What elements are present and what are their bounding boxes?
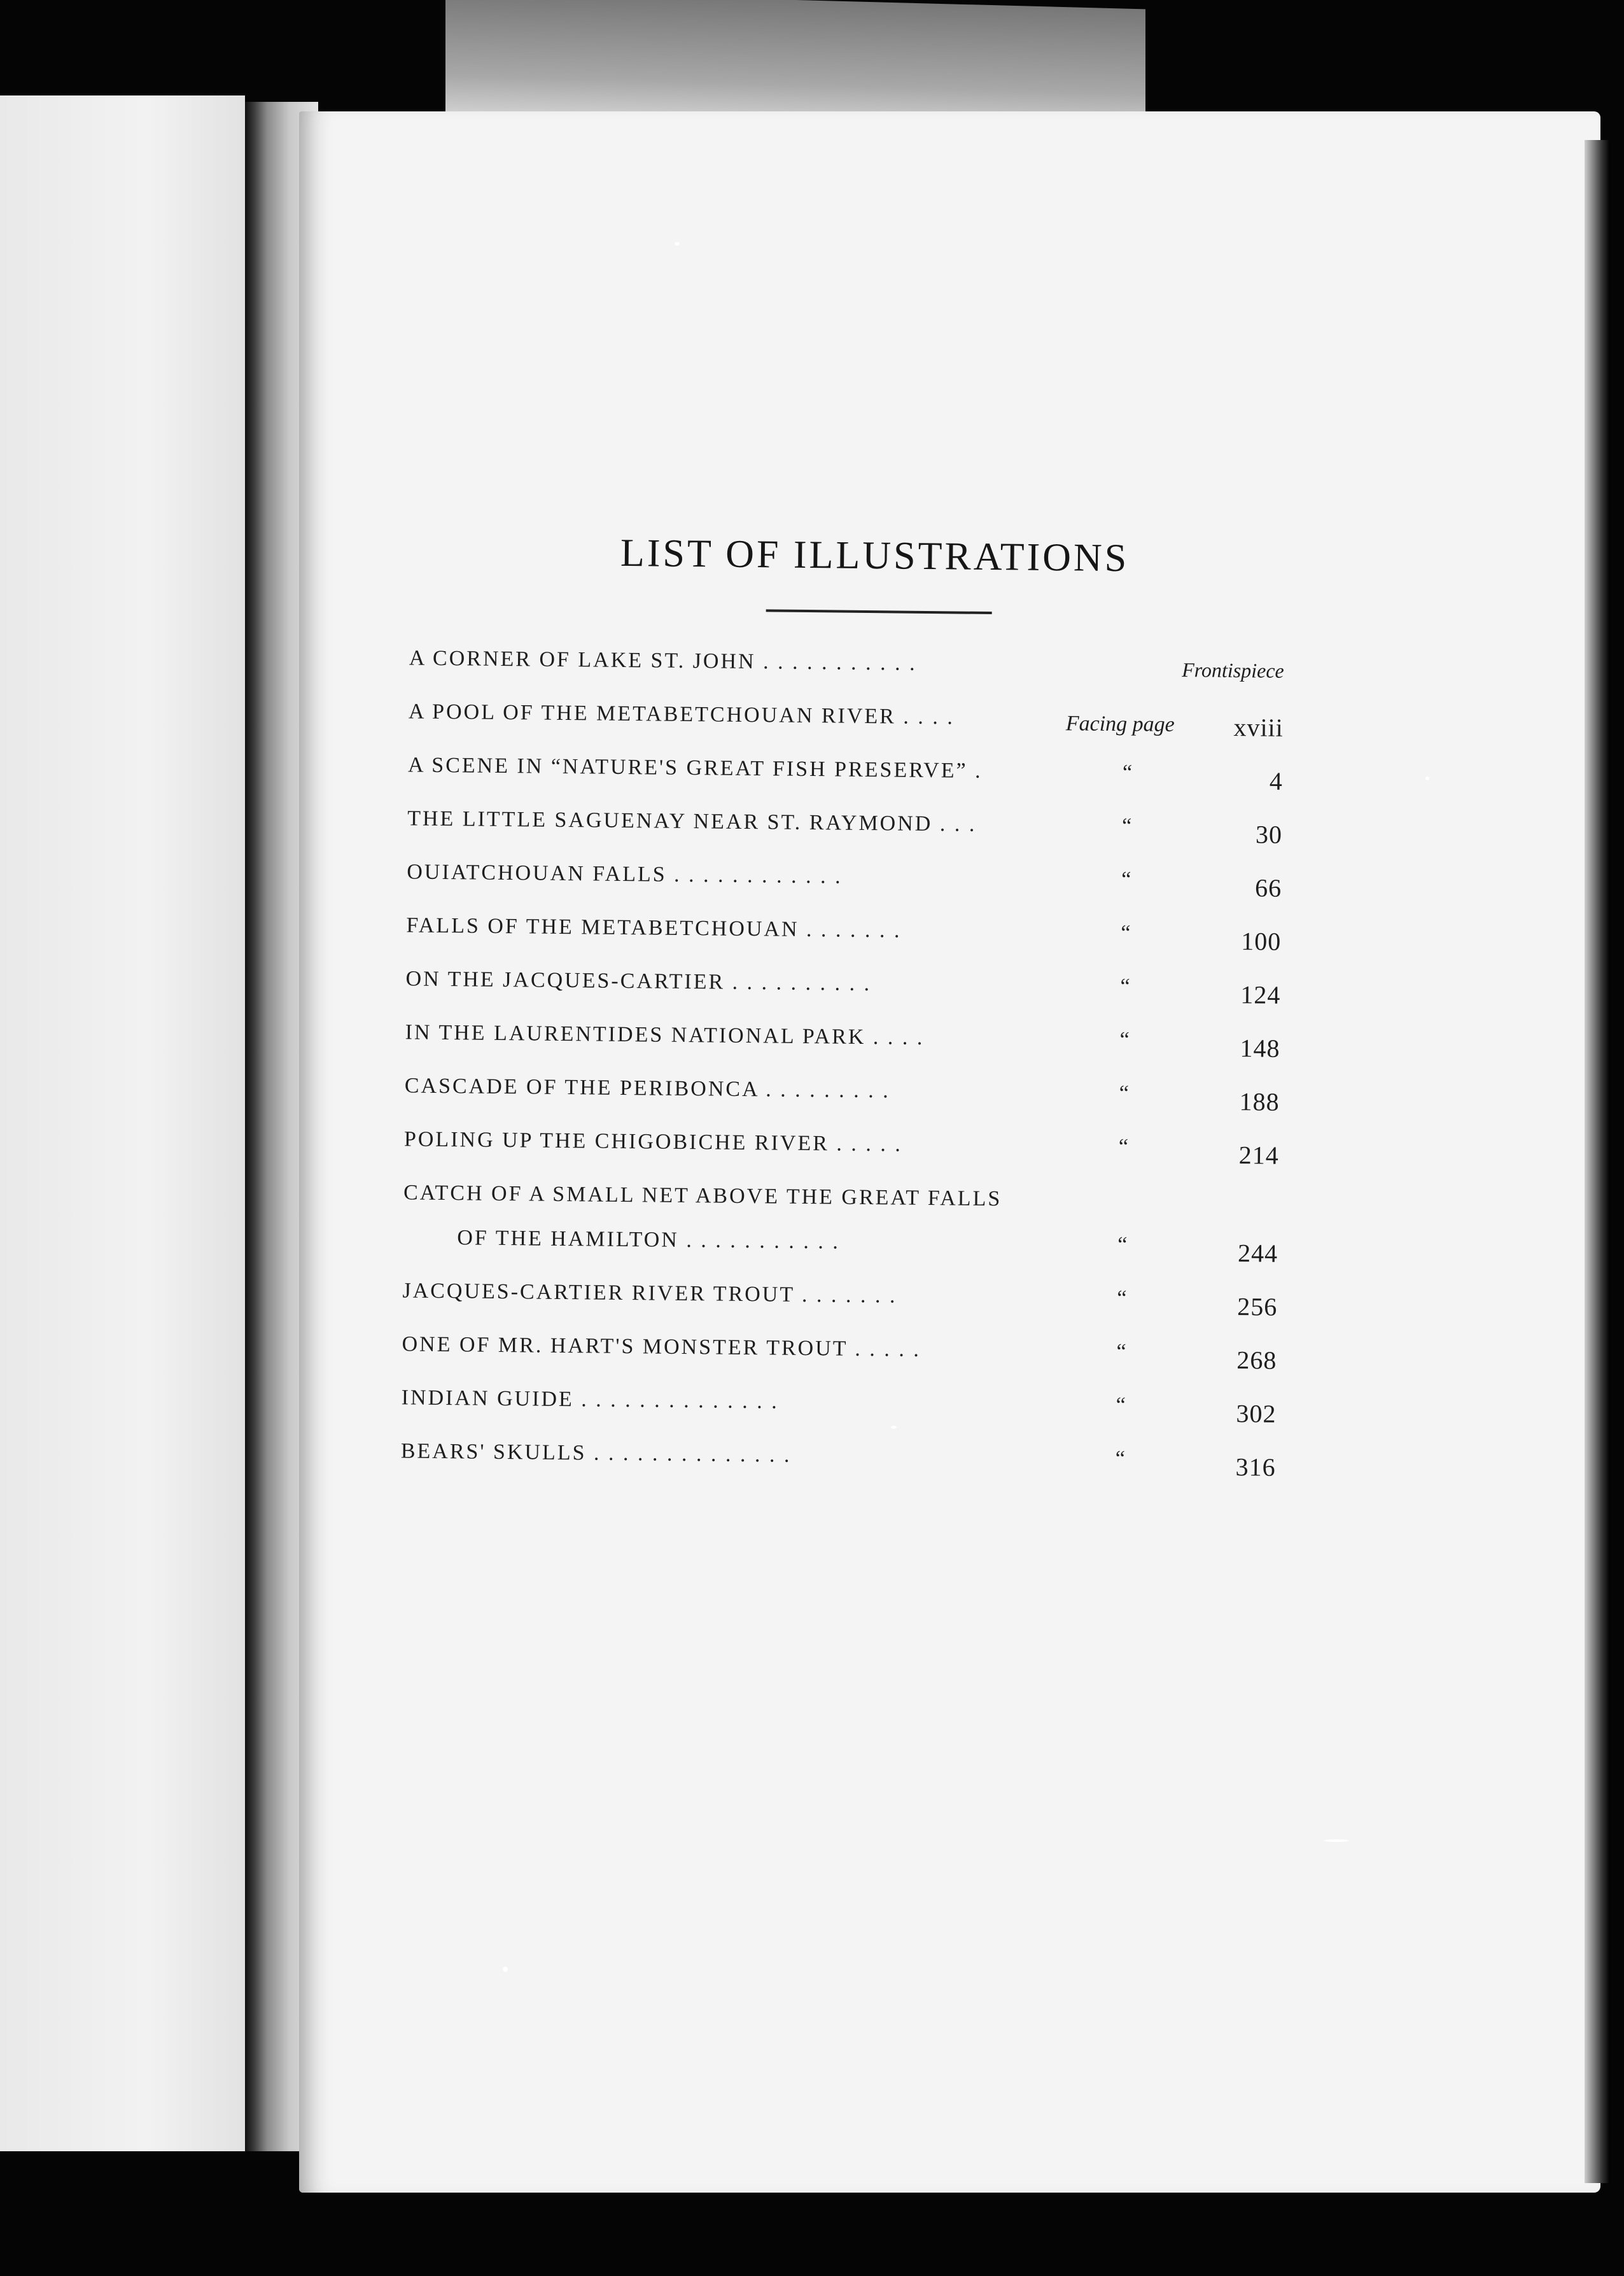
left-page [0,95,245,2151]
item-label: OF THE HAMILTON . . . . . . . . . . . [457,1226,841,1254]
item-page: 188 [1239,1087,1280,1116]
item-label: CATCH OF A SMALL NET ABOVE THE GREAT FALLS [403,1181,1002,1211]
ditto-mark: “ [1116,1340,1128,1364]
item-page: 316 [1235,1452,1276,1482]
ditto-mark: “ [1121,868,1133,892]
list-item [374,1225,1278,1288]
list-item [375,1127,1279,1190]
item-page: 256 [1237,1292,1278,1321]
item-page: 30 [1255,820,1283,849]
item-label: OUIATCHOUAN FALLS . . . . . . . . . . . . [407,860,843,889]
item-page: 268 [1236,1345,1277,1375]
scan-speck [891,1426,897,1429]
ditto-mark: “ [1119,1081,1131,1106]
list-item [380,646,1284,709]
list-item [372,1439,1276,1502]
item-page: 302 [1236,1399,1277,1428]
top-page-strip [445,0,1145,130]
item-label: ONE OF MR. HART'S MONSTER TROUT . . . . . [402,1332,921,1361]
item-page: 100 [1241,927,1282,956]
ditto-mark: “ [1119,1028,1131,1052]
list-item [374,1279,1278,1342]
ditto-mark: “ [1122,761,1135,785]
scan-speck [1425,776,1429,780]
ditto-mark: “ [1118,1135,1131,1159]
item-label: A CORNER OF LAKE ST. JOHN . . . . . . . . . . . [409,646,917,675]
item-page: 4 [1269,766,1284,796]
item-label: ON THE JACQUES-CARTIER . . . . . . . . . . [405,967,872,996]
illustrations-list [372,646,1284,1502]
item-page: 148 [1240,1034,1280,1063]
item-label: A POOL OF THE METABETCHOUAN RIVER . . . . [408,699,955,729]
page-title: LIST OF ILLUSTRATIONS [620,531,1130,580]
item-page: 124 [1240,980,1281,1009]
item-label: IN THE LAURENTIDES NATIONAL PARK . . . . [405,1020,925,1050]
list-item [377,913,1282,976]
illustrations-list-content [372,528,1285,1502]
item-label: A SCENE IN “NATURE'S GREAT FISH PRESERVE” . [407,753,983,783]
list-item [377,967,1281,1030]
page-edge-shadow [1585,140,1610,2183]
scan-speck [503,1967,508,1972]
list-item [372,1386,1277,1449]
title-rule [766,609,992,614]
list-item [379,753,1283,816]
item-page: 66 [1254,873,1282,903]
list-item [373,1332,1277,1395]
item-label: THE LITTLE SAGUENAY NEAR ST. RAYMOND . . . [407,806,977,836]
item-label: JACQUES-CARTIER RIVER TROUT . . . . . . . [402,1279,897,1308]
facing-page-label: Facing page [1065,712,1175,737]
ditto-mark: “ [1121,921,1133,945]
item-label: FALLS OF THE METABETCHOUAN . . . . . . . [406,913,902,943]
scan-speck [675,242,680,246]
list-item [378,860,1282,923]
item-page: xviii [1233,713,1284,742]
item-label: POLING UP THE CHIGOBICHE RIVER . . . . . [403,1127,903,1156]
ditto-mark: “ [1117,1286,1129,1310]
list-item [376,1020,1280,1083]
item-page: 214 [1238,1141,1279,1170]
item-page: Frontispiece [1182,658,1284,682]
ditto-mark: “ [1117,1233,1130,1257]
list-item [379,699,1284,762]
ditto-mark: “ [1120,974,1132,999]
list-item [379,806,1283,869]
item-label: INDIAN GUIDE . . . . . . . . . . . . . . [401,1386,779,1414]
ditto-mark: “ [1121,814,1134,838]
ditto-mark: “ [1116,1393,1128,1417]
item-page: 244 [1237,1239,1278,1268]
item-label: CASCADE OF THE PERIBONCA . . . . . . . . . [404,1074,890,1103]
list-item [375,1074,1280,1137]
item-label: BEARS' SKULLS . . . . . . . . . . . . . . [400,1439,792,1467]
ditto-mark: “ [1115,1447,1128,1471]
scan-speck [1324,1839,1349,1842]
